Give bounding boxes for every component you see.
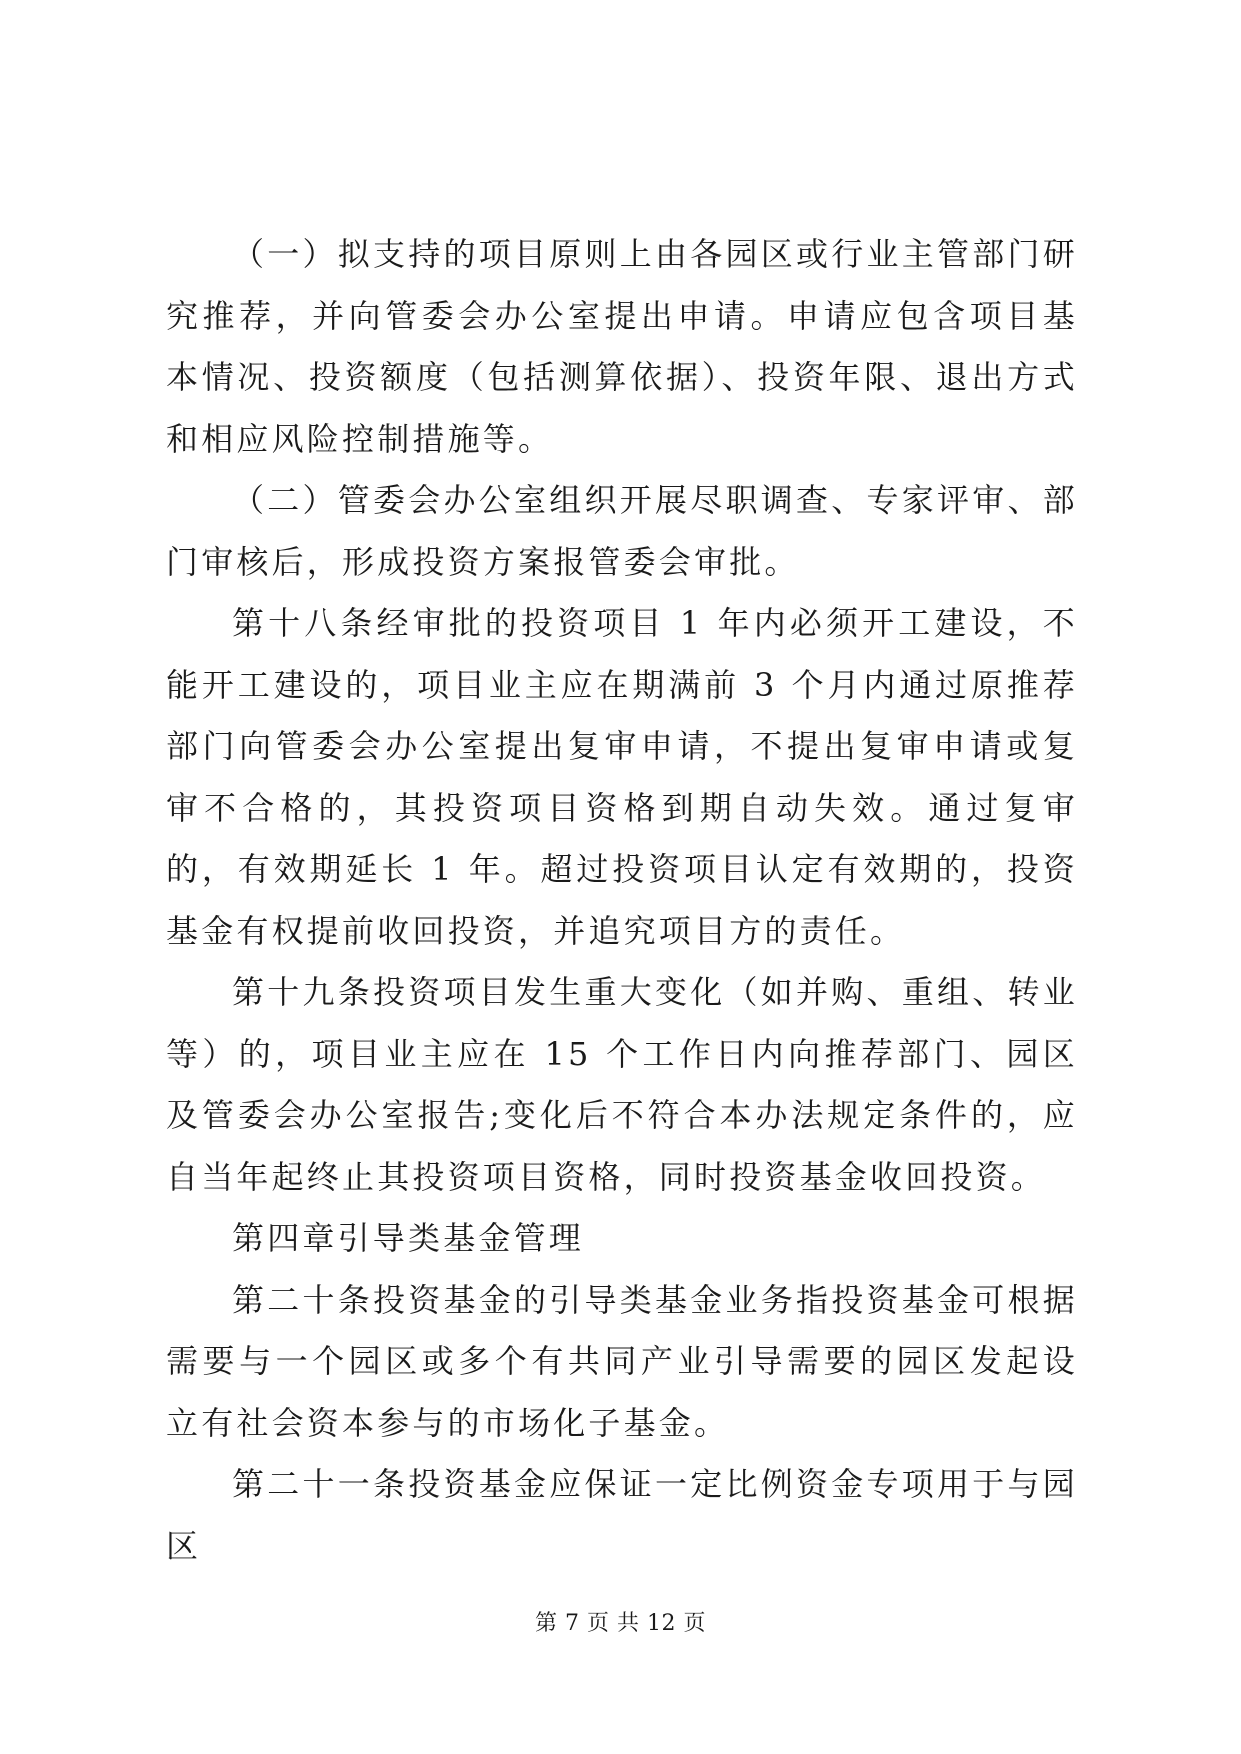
chapter-heading: 第四章引导类基金管理 — [232, 1219, 585, 1257]
page-number-footer: 第 7 页 共 12 页 — [535, 1611, 706, 1636]
paragraph-2: （二）管委会办公室组织开展尽职调查、专家评审、部门审核后，形成投资方案报管委会审批。 — [166, 481, 1078, 581]
paragraph-3: 第十八条经审批的投资项目 1 年内必须开工建设，不能开工建设的，项目业主应在期满前 3 个月内通过原推荐部门向管委会办公室提出复审申请，不提出复审申请或复审不合格的，其投资项目资格到期自动失效。通过复审的，有效期延长 1 年。超过投资项目认定有效期的，投资基金有权提前收回投资，并追究项目方的责任。 — [166, 604, 1078, 950]
paragraph-7: 第二十一条投资基金应保证一定比例资金专项用于与园区 — [166, 1465, 1078, 1565]
paragraph-4: 第十九条投资项目发生重大变化（如并购、重组、转业等）的，项目业主应在 15 个工作日内向推荐部门、园区及管委会办公室报告;变化后不符合本办法规定条件的，应自当年起终止其投资项目资格，同时投资基金收回投资。 — [166, 973, 1078, 1196]
document-body — [166, 224, 1078, 1577]
paragraph-6: 第二十条投资基金的引导类基金业务指投资基金可根据需要与一个园区或多个有共同产业引导需要的园区发起设立有社会资本参与的市场化子基金。 — [166, 1280, 1078, 1442]
paragraph-1: （一）拟支持的项目原则上由各园区或行业主管部门研究推荐，并向管委会办公室提出申请。申请应包含项目基本情况、投资额度（包括测算依据）、投资年限、退出方式和相应风险控制措施等。 — [166, 235, 1078, 458]
